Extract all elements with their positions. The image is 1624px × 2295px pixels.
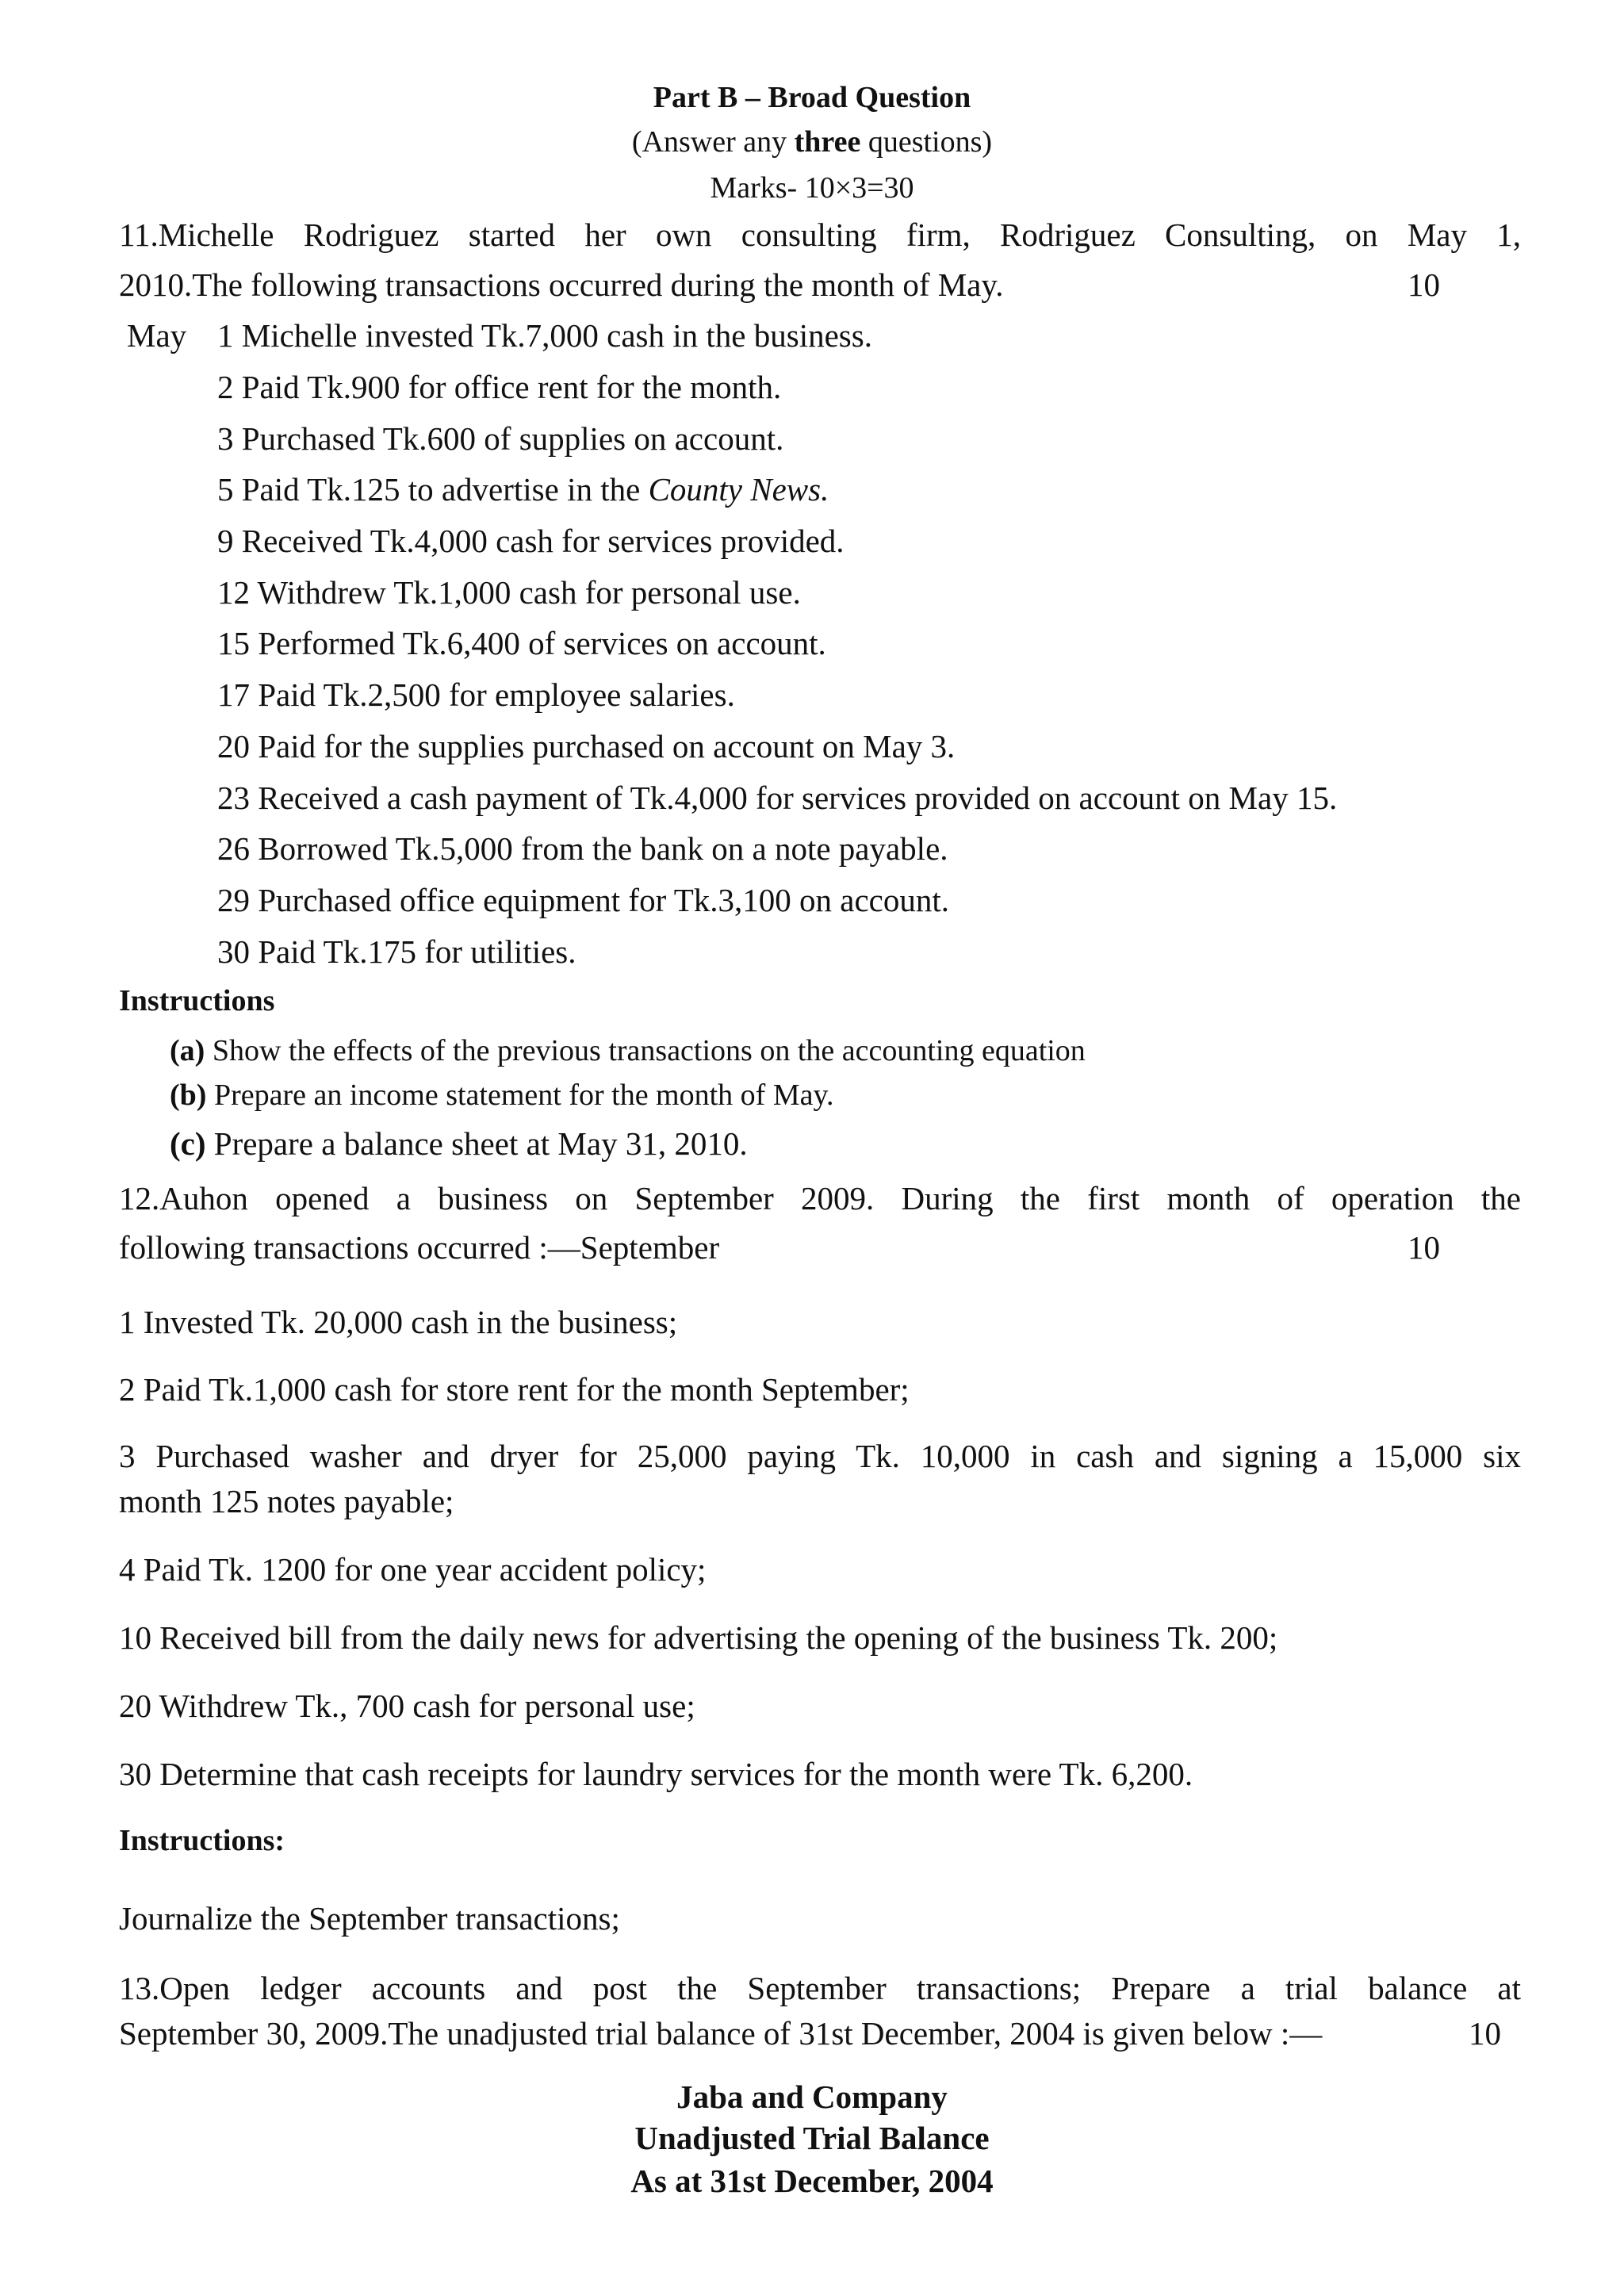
q12-line-1: 12.Auhon opened a business on September 2009. During the first month of operation the (119, 1180, 1521, 1216)
q13-line-2: September 30, 2009.The unadjusted trial balance of 31st December, 2004 is given below :— (119, 2015, 1323, 2052)
q12-line-2: following transactions occurred :—September (119, 1229, 720, 1266)
q12-tx-3-cont: month 125 notes payable; (119, 1483, 454, 1519)
q12-tx-2: 2 Paid Tk.1,000 cash for store rent for the month September; (119, 1371, 910, 1408)
q11-instructions-heading: Instructions (119, 984, 275, 1017)
q11-marks: 10 (1408, 266, 1440, 303)
q12-tx-1: 1 Invested Tk. 20,000 cash in the business; (119, 1304, 678, 1340)
section-marks: Marks- 10×3=30 (710, 171, 914, 205)
q11-tx-5: 5 Paid Tk.125 to advertise in the County News. (217, 471, 829, 508)
company-name: Jaba and Company (676, 2079, 948, 2115)
q11-month-label: May (127, 317, 187, 354)
q12-marks: 10 (1408, 1229, 1440, 1266)
q12-instructions-heading: Instructions: (119, 1824, 285, 1857)
q12-tx-30: 30 Determine that cash receipts for laundry services for the month were Tk. 6,200. (119, 1756, 1193, 1792)
newspaper-name: County News. (648, 471, 829, 508)
q11-tx-3: 3 Purchased Tk.600 of supplies on account. (217, 420, 784, 457)
q11-tx-23: 23 Received a cash payment of Tk.4,000 for services provided on account on May 15. (217, 780, 1338, 816)
q11-tx-2: 2 Paid Tk.900 for office rent for the month. (217, 369, 782, 405)
q12-tx-3: 3 Purchased washer and dryer for 25,000 paying Tk. 10,000 in cash and signing a 15,000 six (119, 1438, 1521, 1474)
q11-tx-15: 15 Performed Tk.6,400 of services on account. (217, 625, 826, 661)
q11-tx-1: 1 Michelle invested Tk.7,000 cash in the business. (217, 317, 872, 354)
q11-tx-9: 9 Received Tk.4,000 cash for services provided. (217, 523, 845, 559)
q11-tx-20: 20 Paid for the supplies purchased on account on May 3. (217, 728, 956, 764)
q12-tx-20: 20 Withdrew Tk., 700 cash for personal use; (119, 1688, 695, 1724)
q11-instruction-a: (a) Show the effects of the previous transactions on the accounting equation (170, 1034, 1086, 1067)
q11-tx-17: 17 Paid Tk.2,500 for employee salaries. (217, 676, 735, 713)
q12-tx-10: 10 Received bill from the daily news for advertising the opening of the business Tk. 200; (119, 1619, 1278, 1656)
statement-date: As at 31st December, 2004 (630, 2163, 994, 2199)
q11-tx-30: 30 Paid Tk.175 for utilities. (217, 933, 576, 970)
statement-title: Unadjusted Trial Balance (634, 2120, 990, 2156)
q11-tx-12: 12 Withdrew Tk.1,000 cash for personal use. (217, 574, 801, 611)
q11-instruction-b: (b) Prepare an income statement for the month of May. (170, 1079, 834, 1112)
q13-line-1: 13.Open ledger accounts and post the September transactions; Prepare a trial balance at (119, 1970, 1521, 2006)
section-subtitle: (Answer any three questions) (631, 125, 993, 159)
q11-line-1: 11.Michelle Rodriguez started her own consulting firm, Rodriguez Consulting, on May 1, (119, 216, 1521, 253)
section-title: Part B – Broad Question (653, 81, 971, 114)
q11-line-2: 2010.The following transactions occurred during the month of May. (119, 266, 1004, 303)
q12-tx-4: 4 Paid Tk. 1200 for one year accident policy; (119, 1551, 707, 1588)
q11-tx-29: 29 Purchased office equipment for Tk.3,100 on account. (217, 882, 950, 918)
q11-instruction-c: (c) Prepare a balance sheet at May 31, 2010. (170, 1125, 748, 1162)
emphasis-three: three (794, 125, 861, 159)
q11-tx-26: 26 Borrowed Tk.5,000 from the bank on a note payable. (217, 830, 948, 867)
q13-marks: 10 (1469, 2015, 1501, 2052)
q12-instruction: Journalize the September transactions; (119, 1900, 620, 1937)
